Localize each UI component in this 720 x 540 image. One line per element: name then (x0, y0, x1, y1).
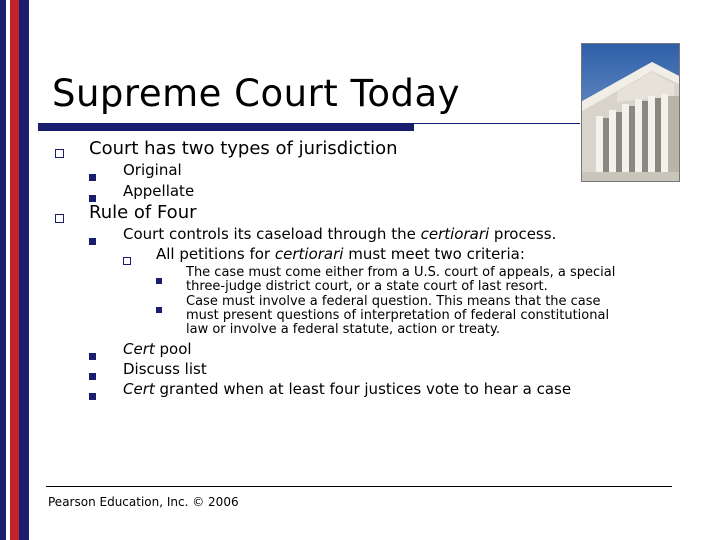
bullet-rule-of-four: Rule of Four (89, 202, 197, 223)
criterion-2-line-2: must present questions of interpretation of federal constitutional (186, 308, 610, 323)
square-outline-icon (55, 214, 64, 223)
footer-divider (46, 486, 672, 487)
criterion-1 (186, 266, 615, 294)
bullet-marker-filled-tiny (156, 269, 162, 288)
cert-granted-text: granted when at least four justices vote to hear a case (154, 380, 572, 398)
bullet-marker-filled (89, 230, 96, 249)
bullet-marker-filled (89, 385, 96, 404)
bullet-marker-hollow (55, 208, 64, 227)
cert-pool-em: Cert (123, 340, 155, 358)
bullet-original: Original (123, 161, 182, 179)
bullet-marker-filled (89, 345, 96, 364)
square-filled-icon (156, 278, 162, 284)
bullet-appellate: Appellate (123, 182, 195, 200)
caseload-text: Court controls its caseload through the (123, 225, 421, 243)
square-filled-icon (89, 393, 96, 400)
criterion-1-line-2: three-judge district court, or a state court of last resort. (186, 279, 548, 294)
petitions-text-end: must meet two criteria: (343, 245, 525, 263)
square-filled-icon (89, 373, 96, 380)
criterion-2-line-3: law or involve a federal statute, action or treaty. (186, 322, 500, 337)
slide-title: Supreme Court Today (52, 72, 461, 115)
left-stripe-red (10, 0, 19, 540)
bullet-discuss-list: Discuss list (123, 360, 207, 378)
criterion-1-line-1: The case must come either from a U.S. court of appeals, a special (186, 265, 616, 280)
bullet-petitions (156, 245, 525, 263)
square-filled-icon (89, 174, 96, 181)
square-outline-icon (123, 257, 131, 265)
square-filled-icon (156, 307, 162, 313)
square-outline-icon (55, 149, 64, 158)
caseload-text-end: process. (489, 225, 557, 243)
bullet-caseload (123, 225, 556, 243)
caseload-certiorari: certiorari (420, 225, 490, 243)
cert-granted-em: Cert (123, 380, 155, 398)
square-filled-icon (89, 195, 96, 202)
criterion-2 (186, 295, 609, 337)
bullet-cert-pool (123, 340, 192, 358)
left-stripe-navy-inner (19, 0, 29, 540)
court-building-image (582, 44, 679, 181)
bullet-jurisdiction: Court has two types of jurisdiction (89, 138, 398, 159)
supreme-court-photo (581, 43, 680, 182)
bullet-cert-granted (123, 380, 571, 398)
petitions-text: All petitions for (156, 245, 275, 263)
square-filled-icon (89, 353, 96, 360)
cert-pool-text: pool (154, 340, 192, 358)
bullet-marker-filled-tiny (156, 298, 162, 317)
criterion-2-line-1: Case must involve a federal question. This means that the case (186, 294, 601, 309)
bullet-marker-filled (89, 166, 96, 185)
footer-copyright: Pearson Education, Inc. © 2006 (48, 495, 239, 509)
bullet-marker-hollow (55, 143, 64, 162)
title-underline-thick (38, 124, 414, 131)
bullet-marker-hollow-small (123, 250, 131, 269)
square-filled-icon (89, 238, 96, 245)
petitions-certiorari: certiorari (274, 245, 344, 263)
bullet-marker-filled (89, 365, 96, 384)
